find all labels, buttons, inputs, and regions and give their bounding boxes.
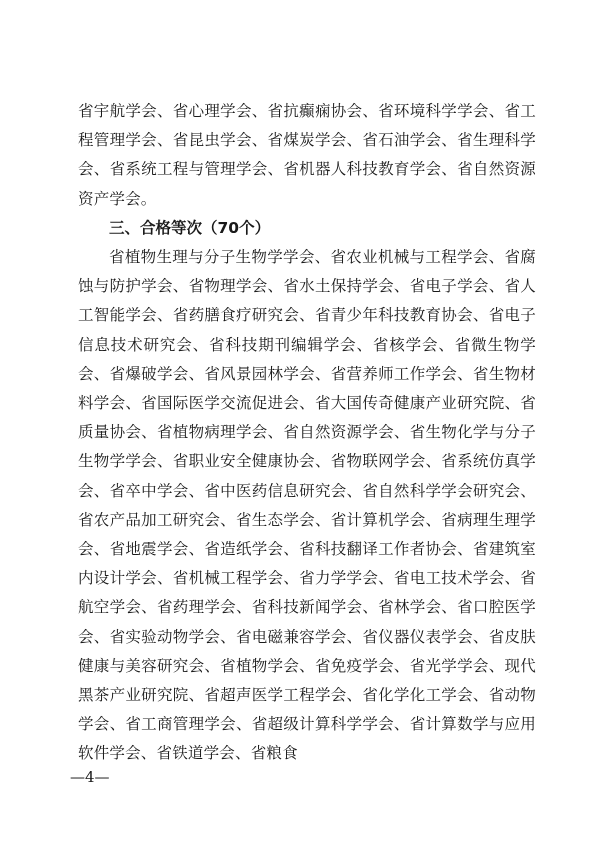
section-paragraph: 省植物生理与分子生物学学会、省农业机械与工程学会、省腐蚀与防护学会、省物理学会、省水土保持学会、省电子学会、省人工智能学会、省药膳食疗研究会、省青少年科技教育协会、省电子信息技术研究会、省科技期刊编辑学会、省核学会、省微生物学会、省爆破学会、省风景园林学会、省营养师工作学会、省生物材料学会、省国际医学交流促进会、省大国传奇健康产业研究院、省质量协会、省植物病理学会、省自然资源学会、省生物化学与分子生物学学会、省职业安全健康协会、省物联网学会、省系统仿真学会、省卒中学会、省中医药信息研究会、省自然科学学会研究会、省农产品加工研究会、省生态学会、省计算机学会、省病理生理学会、省地震学会、省造纸学会、省科技翻译工作者协会、省建筑室内设计学会、省机械工程学会、省力学学会、省电工技术学会、省航空学会、省药理学会、省科技新闻学会、省林学会、省口腔医学会、省实验动物学会、省电磁兼容学会、省仪器仪表学会、省皮肤健康与美容研究会、省植物学会、省免疫学会、省光学学会、现代黑茶产业研究院、省超声医学工程学会、省化学化工学会、省动物学会、省工商管理学会、省超级计算科学学会、省计算数学与应用软件学会、省铁道学会、省粮食 [78,248,536,763]
page-number: —4— [70,768,110,786]
continued-paragraph: 省宇航学会、省心理学会、省抗癫痫协会、省环境科学学会、省工程管理学会、省昆虫学会、省煤炭学会、省石油学会、省生理科学会、省系统工程与管理学会、省机器人科技教育学会、省自然资源资产学会。 [78,102,536,208]
document-body [78,97,536,769]
section-heading: 三、合格等次（70个） [109,218,271,237]
